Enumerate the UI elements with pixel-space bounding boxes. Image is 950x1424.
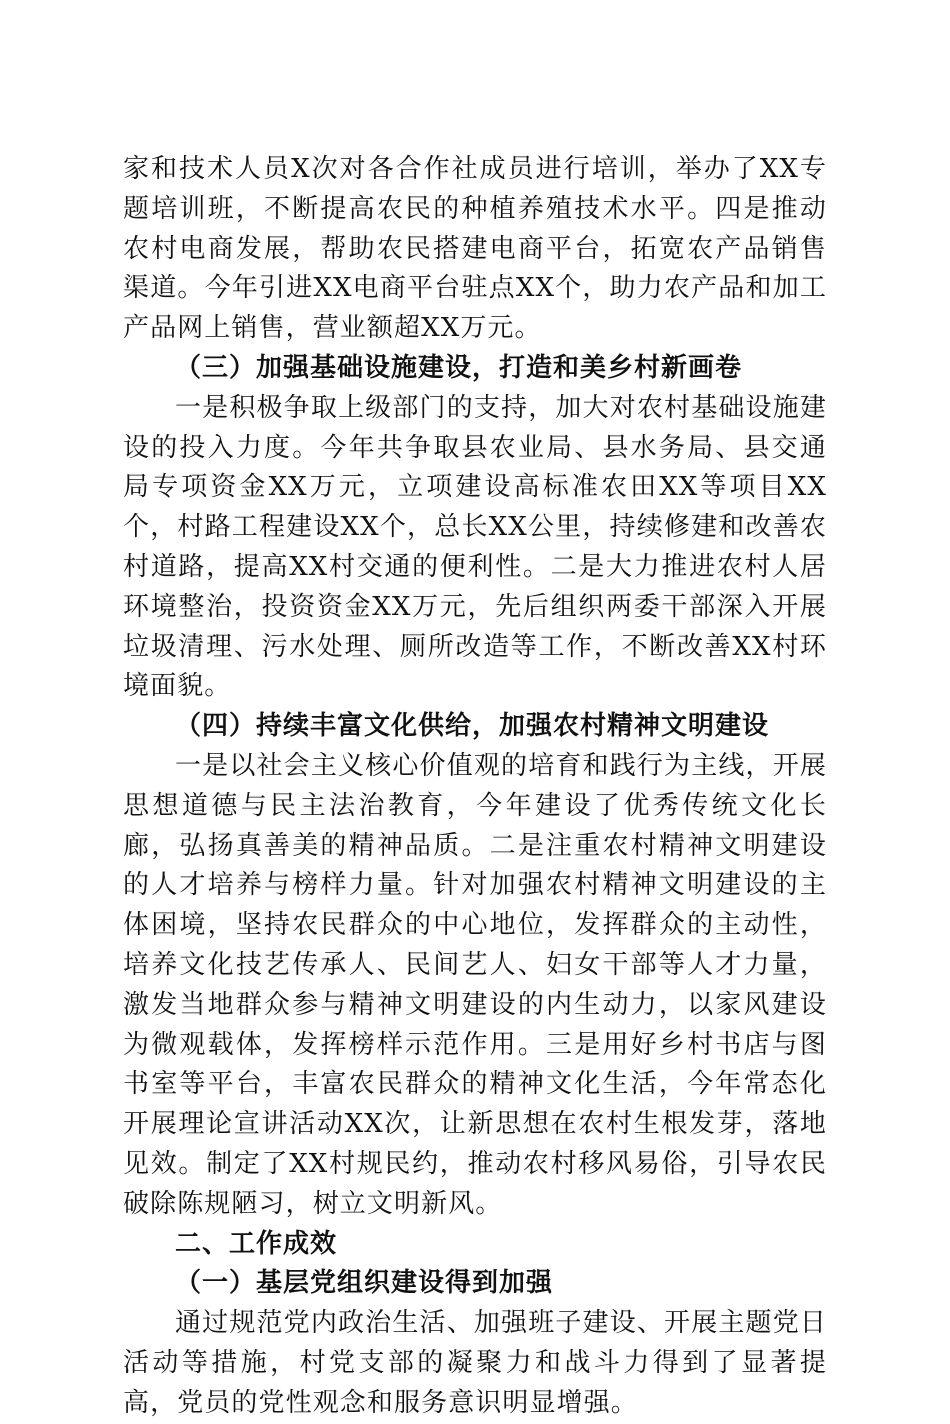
body-paragraph-party-building: 通过规范党内政治生活、加强班子建设、开展主题党日活动等措施，村党支部的凝聚力和战斗力得到了显著提高，党员的党性观念和服务意识明显增强。 [123,1308,827,1418]
body-paragraph-continued: 家和技术人员X次对各合作社成员进行培训，举办了XX专题培训班，不断提高农民的种植养殖技术水平。四是推动农村电商发展，帮助农民搭建电商平台，拓宽农产品销售渠道。今年引进XX电商平台驻点XX个，助力农产品和加工产品网上销售，营业额超XX万元。 [123,154,827,344]
sub-heading-infrastructure: （三）加强基础设施建设，打造和美乡村新画卷 [175,352,743,383]
section-heading-results: 二、工作成效 [175,1228,338,1259]
body-paragraph-culture: 一是以社会主义核心价值观的培育和践行为主线，开展思想道德与民主法治教育，今年建设了优秀传统文化长廊，弘扬真善美的精神品质。二是注重农村精神文明建设的人才培养与榜样力量。针对加强农村精神文明建设的主体困境，坚持农民群众的中心地位，发挥群众的主动性，培养文化技艺传承人、民间艺人、妇女干部等人才力量，激发当地群众参与精神文明建设的内生动力，以家风建设为微观载体，发挥榜样示范作用。三是用好乡村书店与图书室等平台，丰富农民群众的精神文化生活，今年常态化开展理论宣讲活动XX次，让新思想在农村生根发芽，落地见效。制定了XX村规民约，推动农村移风易俗，引导农民破除陈规陋习，树立文明新风。 [123,750,827,1219]
sub-heading-party-building: （一）基层党组织建设得到加强 [175,1268,554,1299]
sub-heading-culture: （四）持续丰富文化供给，加强农村精神文明建设 [175,711,770,742]
document-body [123,150,827,1424]
body-paragraph-infrastructure: 一是积极争取上级部门的支持，加大对农村基础设施建设的投入力度。今年共争取县农业局、县水务局、县交通局专项资金XX万元，立项建设高标准农田XX等项目XX个，村路工程建设XX个，总长XX公里，持续修建和改善农村道路，提高XX村交通的便利性。二是大力推进农村人居环境整治，投资资金XX万元，先后组织两委干部深入开展垃圾清理、污水处理、厕所改造等工作，不断改善XX村环境面貌。 [123,392,827,702]
